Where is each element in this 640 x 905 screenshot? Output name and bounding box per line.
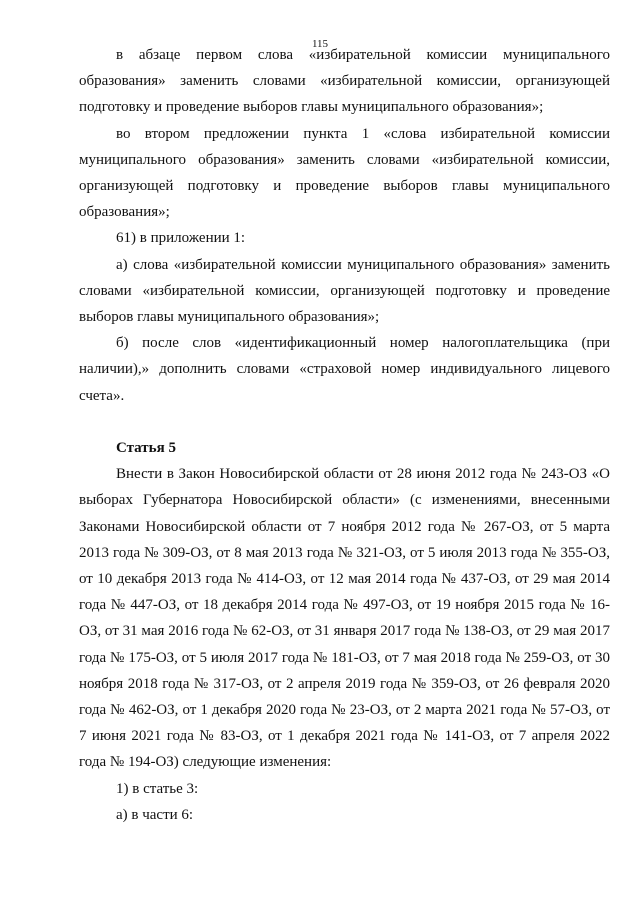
article-5-section xyxy=(79,435,610,828)
article-item-1: 1) в статье 3: xyxy=(116,780,199,797)
paragraph-second-sentence: во втором предложении пункта 1 «слова избирательной комиссии муниципального образования» заменить словами «избирательной комиссии, организующей подготовку и проведение выборов главы муниципального образования»; xyxy=(79,125,610,221)
paragraph-item-b: б) после слов «идентификационный номер налогоплательщика (при наличии),» дополнить словами «страховой номер индивидуального лицевого счета». xyxy=(79,335,610,404)
page-number: 115 xyxy=(311,38,329,50)
paragraph-appendix-1: 61) в приложении 1: xyxy=(116,230,246,247)
article-item-1a: а) в части 6: xyxy=(116,806,194,823)
paragraph-first-abzac: в абзаце первом слова «избирательной комиссии муниципального образования» заменить словами «избирательной комиссии, организующей подготовку и проведение выборов главы муниципального образования»; xyxy=(79,47,610,116)
article-intro-paragraph: Внести в Закон Новосибирской области от 28 июня 2012 года № 243-ОЗ «О выборах Губернатора Новосибирской области» (с изменениями, внесенными Законами Новосибирской области от 7 ноября 2012 года № 267-ОЗ, от 5 марта 2013 года № 309-ОЗ, от 8 мая 2013 года № 321-ОЗ, от 5 июля 2013 года № 355-ОЗ, от 10 декабря 2013 года № 414-ОЗ, от 12 мая 2014 года № 437-ОЗ, от 29 мая 2014 года № 447-ОЗ, от 18 декабря 2014 года № 497-ОЗ, от 19 ноября 2015 года № 16-ОЗ, от 31 мая 2016 года № 62-ОЗ, от 31 января 2017 года № 138-ОЗ, от 29 мая 2017 года № 175-ОЗ, от 5 июля 2017 года № 181-ОЗ, от 7 мая 2018 года № 259-ОЗ, от 30 ноября 2018 года № 317-ОЗ, от 2 апреля 2019 года № 359-ОЗ, от 26 февраля 2020 года № 462-ОЗ, от 1 декабря 2020 года № 23-ОЗ, от 2 марта 2021 года № 57-ОЗ, от 7 июня 2021 года № 83-ОЗ, от 1 декабря 2021 года № 141-ОЗ, от 7 апреля 2022 года № 194-ОЗ) следующие изменения: xyxy=(79,466,610,771)
article-heading: Статья 5 xyxy=(116,440,176,456)
paragraph-item-a: а) слова «избирательной комиссии муниципального образования» заменить словами «избирательной комиссии, организующей подготовку и проведение выборов главы муниципального образования»; xyxy=(79,256,610,326)
amendment-list xyxy=(79,42,610,409)
